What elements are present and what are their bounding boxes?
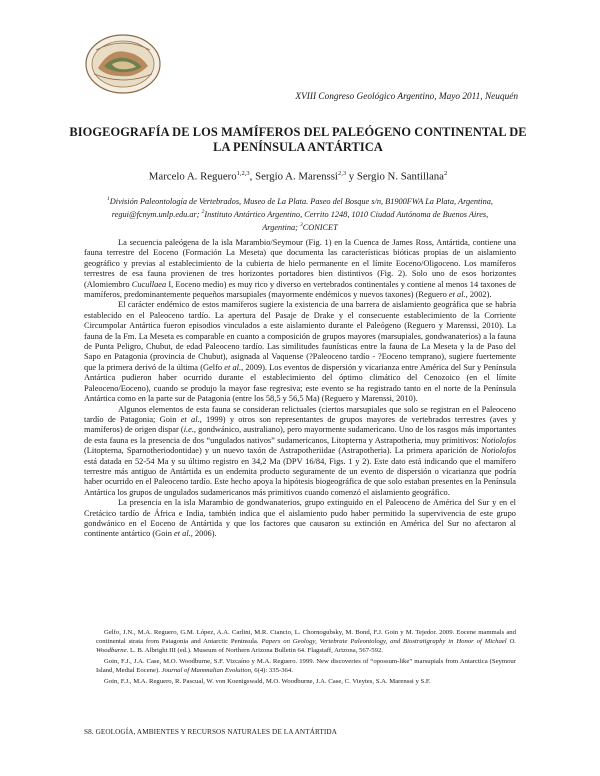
affil-1-email: regui@fcnym.unlp.edu.ar; bbox=[111, 209, 202, 219]
reference-1: Gelfo, J.N., M.A. Reguero, G.M. López, A.A. Carlini, M.R. Ciancio, L. Chornogubsky, M. Bond, F.J. Goin y M. Tejedor. 2009. Eocene mammals and continental strata from Patagonia and Antarctic Peninsula. Papers on Geology, Vertebrate Paleontology, and Biostratigraphy in Honor of Michael O. Woodburne. L. B. Albright III (ed.). Museum of Northern Arizona Bulletin 64. Flagstaff, Arizona, 567-592. bbox=[96, 629, 516, 654]
affil-2-mark: 2 bbox=[201, 208, 205, 215]
references bbox=[84, 629, 516, 688]
affil-1-mark: 1 bbox=[107, 196, 110, 202]
congress-header: XVIII Congreso Geológico Argentino, Mayo 2011, Neuquén bbox=[295, 92, 518, 102]
affil-3-text: CONICET bbox=[302, 222, 338, 232]
session-footer: S8. GEOLOGÍA, AMBIENTES Y RECURSOS NATURALES DE LA ANTÁRTIDA bbox=[84, 728, 338, 736]
author-1-affil: 1,2,3 bbox=[236, 170, 250, 177]
paragraph-4: La presencia en la isla Marambio de gondwanaterios, grupo extinguido en el Paleoceno de América del Sur y en el Cretácico tardío de África e India, también indica que el aislamiento pudo haber permitido la supervivencia de este grupo gondwánico en el Eoceno de Antártida y que los factores que causaron su extinción en América del Sur no afectaron al continente antártico (Goin et al., 2006). bbox=[84, 498, 516, 539]
author-1: Marcelo A. Reguero bbox=[148, 170, 237, 183]
affil-2-country: Argentina; bbox=[262, 222, 300, 232]
congress-logo bbox=[82, 30, 164, 98]
abstract-body bbox=[84, 238, 516, 540]
reference-3: Goin, F.J., M.A. Reguero, R. Pascual, W. von Koenigswald, M.O. Woodburne, J.A. Case, C. Vieytes, S.A. Marenssi y S.F. bbox=[104, 677, 431, 685]
paragraph-3: Algunos elementos de esta fauna se consideran relictuales (ciertos marsupiales que solo se registran en el Paleoceno tardío de Patagonia; Goin et al., 1999) y otros son representantes de grupos mayores de vertebrados terrestres (aves y mamíferos) de origen dispar (i.e., gondwánico, australiano), pero mayormente sudamericano. Uno de los rasgos más importantes de esta fauna es la presencia de dos “ungulados nativos” sudamericanos, Litopterna y Astrapotheria, muy primitivos: Notiolofos (Litopterna, Sparnotheriodontidae) y un nuevo taxón de Astrapotheriidae (Astrapotheria). La primera aparición de Notiolofos está datada en 52-54 Ma y su último registro en 34,2 Ma (DPV 16/84, Figs. 1 y 2). Este dato está indicando que el mamífero terrestre más antiguo de Antártida es un endemita producto seguramente de un evento de dispersión o vicarianza que podría haber ocurrido en el Paleoceno tardío. Este hecho apoya la hipótesis biogeográfica de que solo estaban presentes en la Península Antártica los grupos de ungulados sudamericanos más primitivos cuando comenzó el aislamiento geográfico. bbox=[84, 404, 517, 497]
authors-line bbox=[60, 170, 536, 183]
affil-1-text: División Paleontología de Vertebrados, Museo de La Plata. Paseo del Bosque s/n, B1900FWA La Plata, Argentina, bbox=[109, 196, 493, 206]
author-2-affil: 2,3 bbox=[337, 170, 347, 177]
title-line-2: LA PENÍNSULA ANTÁRTICA bbox=[213, 140, 383, 154]
author-2: Sergio A. Marenssi bbox=[255, 170, 338, 183]
author-separator: y bbox=[346, 170, 357, 183]
affil-2-text: Instituto Antártico Argentino, Cerrito 1248, 1010 Ciudad Autónoma de Buenos Aires, bbox=[204, 209, 489, 219]
author-separator: , bbox=[249, 170, 256, 183]
affiliations bbox=[84, 194, 516, 232]
paragraph-2: El carácter endémico de estos mamíferos sugiere la existencia de una barrera de aislamiento geográfica que se habría establecido en el Paleoceno tardío. La apertura del Pasaje de Drake y el consecuente establecimiento de la Corriente Circumpolar Antártica fueron episodios vinculados a este aislamiento durante el Paleógeno (Reguero y Marenssi, 2010). La fauna de la Fm. La Meseta es comparable en cuanto a composición de grupos mayores (marsupiales, gondwanaterios) a la fauna de Punta Peligro, Chubut, de edad Paleoceno tardío. Las similitudes faunísticas entre la fauna de La Meseta y la de Paso del Sapo en Patagonia (provincia de Chubut), asignada al Vaquense (?Paleoceno tardío - ?Eoceno temprano), sugiere fuertemente que la primera derivó de la última (Gelfo et al., 2009). Los eventos de dispersión y vicarianza entre América del Sur y Península Antártica pudieron haber ocurrido durante el establecimiento del óptimo climático del Cenozoico (en el límite Paleoceno/Eoceno), cuando se produjo la mayor fase regresiva; este evento se ha registrado tanto en el norte de la Península Antártica como en la parte sur de Patagonia (entre los 58,5 y 56,5 Ma) (Reguero y Marenssi, 2010). bbox=[84, 300, 516, 404]
title-line-1: BIOGEOGRAFÍA DE LOS MAMÍFEROS DEL PALEÓGENO CONTINENTAL DE bbox=[69, 125, 527, 139]
author-3-affil: 2 bbox=[443, 170, 448, 177]
author-3: Sergio N. Santillana bbox=[356, 170, 444, 183]
affil-3-mark: 3 bbox=[299, 221, 303, 228]
reference-2: Goin, F.J., J.A. Case, M.O. Woodburne, S.F. Vizcaíno y M.A. Reguero. 1999. New discoveries of “opossum-like” marsupials from Antarctica (Seymour Island, Medial Eocene). Journal of Mammalian Evolution, 6(4): 335-364. bbox=[96, 657, 516, 674]
paper-title bbox=[60, 125, 536, 155]
paragraph-1: La secuencia paleógena de la isla Marambio/Seymour (Fig. 1) en la Cuenca de James Ross, Antártida, contiene una fauna terrestre del Eoceno (Formación La Meseta) que documenta las características bióticas propias de un aislamiento geográfico y previas al establecimiento de la cubierta de hielo permanente en el límite Eoceno/Oligoceno. Los mamíferos terrestres de esa fauna provienen de tres horizontes portadores bien distintivos (Fig. 2). Solo uno de esos horizontes (Alomiembro Cucullaea I, Eoceno medio) es muy rico y diverso en vertebrados continentales y contiene al menos 14 taxones de mamíferos, predominantemente pequeños marsupiales (mayormente endémicos y nuevos taxones) (Reguero et al., 2002). bbox=[84, 238, 516, 300]
